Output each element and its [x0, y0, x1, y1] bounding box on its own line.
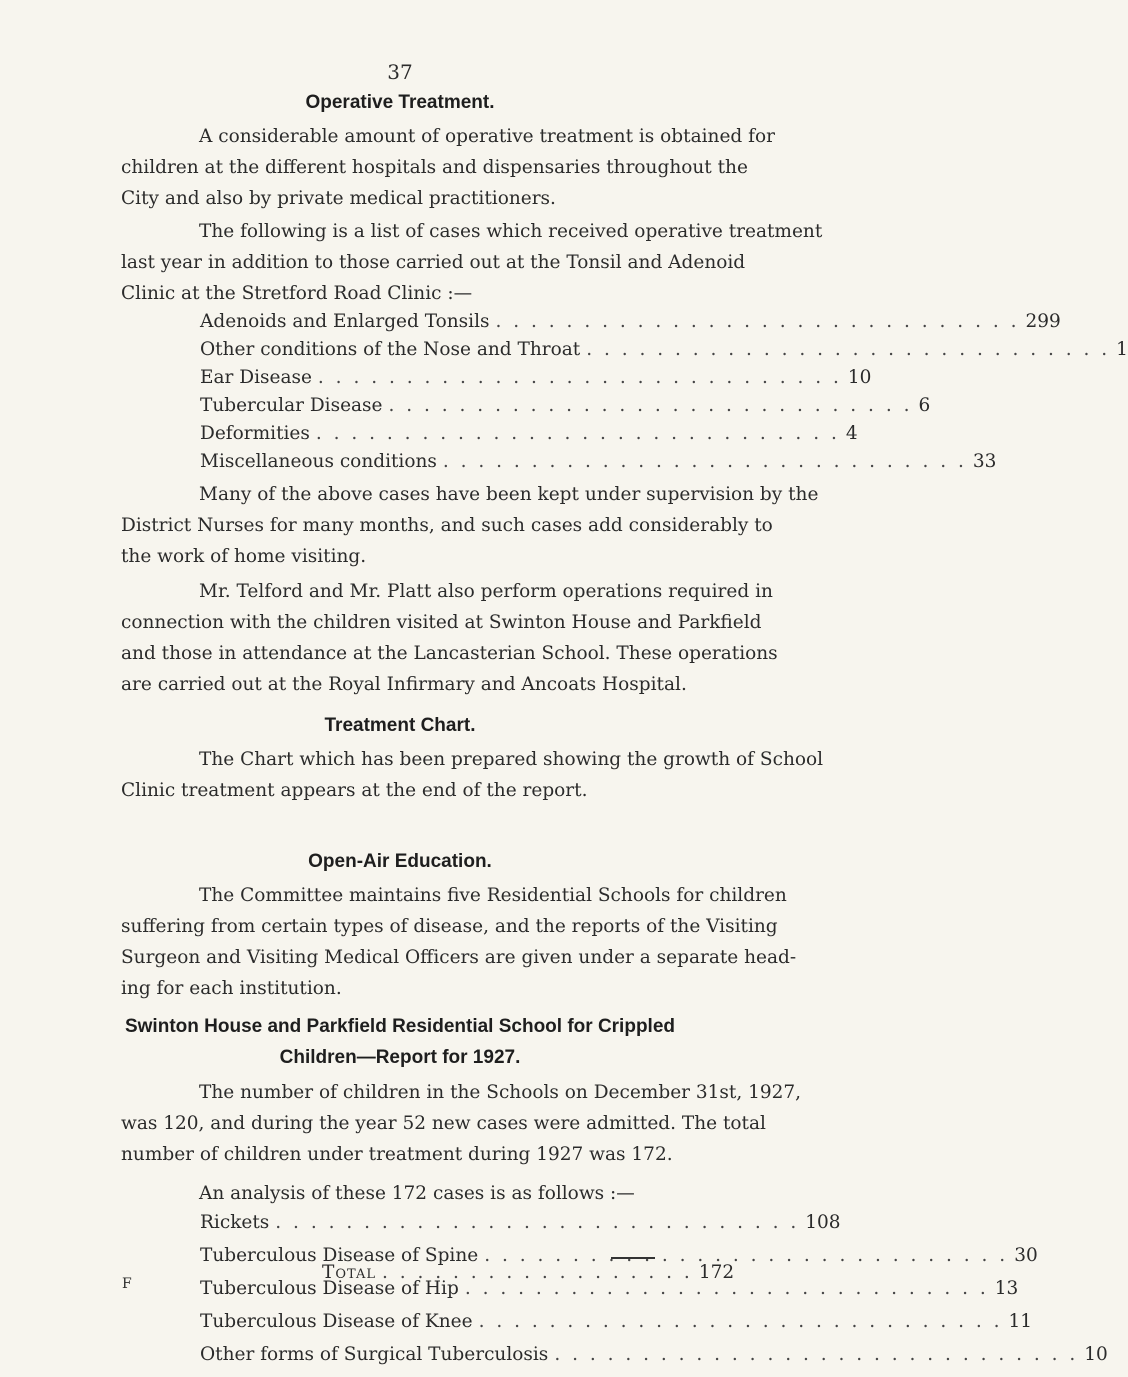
case-count: 10 — [847, 367, 872, 388]
case-count: 4 — [845, 423, 858, 444]
text-line: An analysis of these 172 cases is as follows :— — [199, 1183, 635, 1204]
text-line: Mr. Telford and Mr. Platt also perform operations required in — [199, 581, 773, 602]
dot-leader: . . . . . . . . . . . . . . . . . . . . . . . . . . . . . . — [554, 1344, 1079, 1365]
text-line: and those in attendance at the Lancasterian School. These operations — [121, 643, 778, 664]
list-item — [200, 451, 997, 479]
text-line: The following is a list of cases which received operative treatment — [199, 221, 823, 242]
dot-leader: . . . . . . . . . . . . . . . . . . . . . . . . . . . . . . — [442, 451, 967, 472]
list-item — [200, 367, 872, 395]
heading-open-air-education: Open-Air Education. — [308, 851, 492, 872]
dot-leader: . . . . . . . . . . . . . . . . . . . . . . . . . . . . . . — [464, 1278, 989, 1299]
dot-leader: . . . . . . . . . . . . . . . . . . . . . . . . . . . . . . — [275, 1212, 800, 1233]
total-label: Total — [322, 1262, 376, 1283]
case-label: Tubercular Disease — [200, 395, 383, 416]
paragraph-surgeons — [121, 576, 778, 700]
text-line: suffering from certain types of disease, and the reports of the Visiting — [121, 916, 778, 937]
dot-leader: . . . . . . . . . . . . . . . . . . . . . . . . . . . . . . — [484, 1245, 1009, 1266]
case-label: Rickets — [200, 1212, 270, 1233]
case-count: 10 — [1084, 1344, 1108, 1365]
paragraph-analysis-intro — [121, 1178, 676, 1209]
text-line: are carried out at the Royal Infirmary and Ancoats Hospital. — [121, 674, 687, 695]
case-count: 108 — [805, 1212, 841, 1233]
text-line: was 120, and during the year 52 new cases were admitted. The total — [121, 1113, 766, 1134]
text-line: children at the different hospitals and dispensaries throughout the — [121, 157, 748, 178]
dot-leader: . . . . . . . . . . . . . . . . . . . . . . . . . . . . . . — [388, 395, 913, 416]
case-label: Tuberculous Disease of Hip — [200, 1278, 459, 1299]
list-item — [200, 423, 858, 451]
dot-leader: . . . . . . . . . . . . . . . . . . . . . . . . . . . . . . — [495, 311, 1020, 332]
paragraph-operative-intro — [121, 121, 775, 214]
dot-leader: . . . . . . . . . . . . . . . . . . — [381, 1262, 693, 1283]
dot-leader: . . . . . . . . . . . . . . . . . . . . . . . . . . . . . . — [586, 339, 1111, 360]
case-count: 11 — [1008, 1311, 1033, 1332]
total-row — [322, 1262, 735, 1283]
text-line: Clinic treatment appears at the end of the report. — [121, 780, 588, 801]
case-count: 299 — [1025, 311, 1061, 332]
text-line: Many of the above cases have been kept under supervision by the — [199, 484, 819, 505]
paragraph-operative-list-intro — [121, 216, 823, 309]
heading-swinton-house-line2: Children—Report for 1927. — [279, 1047, 521, 1068]
case-count: 6 — [918, 395, 931, 416]
case-count: 1 — [1116, 339, 1128, 360]
text-line: ing for each institution. — [121, 978, 342, 999]
case-label: Miscellaneous conditions — [200, 451, 437, 472]
text-line: The Chart which has been prepared showing the growth of School — [199, 749, 824, 770]
total-value: 172 — [698, 1262, 735, 1283]
case-count: 33 — [972, 451, 997, 472]
text-line: A considerable amount of operative treatment is obtained for — [199, 126, 775, 147]
list-item — [200, 339, 1128, 367]
case-label: Tuberculous Disease of Knee — [200, 1311, 473, 1332]
case-count: 30 — [1014, 1245, 1038, 1266]
text-line: District Nurses for many months, and such cases add considerably to — [121, 515, 773, 536]
case-count: 13 — [994, 1278, 1019, 1299]
text-line: the work of home visiting. — [121, 546, 367, 567]
heading-treatment-chart: Treatment Chart. — [324, 715, 476, 736]
list-item — [200, 395, 931, 423]
text-line: City and also by private medical practitioners. — [121, 188, 556, 209]
case-label: Deformities — [200, 423, 310, 444]
dot-leader: . . . . . . . . . . . . . . . . . . . . . . . . . . . . . . — [315, 423, 840, 444]
list-item — [200, 1212, 841, 1245]
text-line: The Committee maintains five Residential Schools for children — [199, 885, 787, 906]
dot-leader: . . . . . . . . . . . . . . . . . . . . . . . . . . . . . . — [478, 1311, 1003, 1332]
signature-mark: F — [122, 1276, 132, 1292]
case-label: Other forms of Surgical Tuberculosis — [200, 1344, 549, 1365]
text-line: connection with the children visited at Swinton House and Parkfield — [121, 612, 762, 633]
paragraph-swinton-numbers — [121, 1077, 802, 1170]
text-line: last year in addition to those carried out at the Tonsil and Adenoid — [121, 252, 746, 273]
heading-swinton-house: Swinton House and Parkfield Residential School for Crippled — [124, 1016, 676, 1037]
case-label: Tuberculous Disease of Spine — [200, 1245, 479, 1266]
text-line: Clinic at the Stretford Road Clinic :— — [121, 283, 473, 304]
case-label: Other conditions of the Nose and Throat — [200, 339, 581, 360]
case-label: Adenoids and Enlarged Tonsils — [200, 311, 490, 332]
case-label: Ear Disease — [200, 367, 312, 388]
paragraph-supervision — [121, 479, 819, 572]
total-rule — [611, 1257, 655, 1259]
paragraph-treatment-chart — [121, 744, 824, 806]
page-number: 37 — [387, 60, 413, 84]
list-item — [200, 1344, 1108, 1377]
text-line: The number of children in the Schools on December 31st, 1927, — [199, 1082, 802, 1103]
text-line: Surgeon and Visiting Medical Officers are given under a separate head- — [121, 947, 797, 968]
list-item — [200, 1311, 1033, 1344]
operative-cases-list — [200, 311, 1128, 479]
list-item — [200, 311, 1061, 339]
text-line: number of children under treatment during 1927 was 172. — [121, 1144, 673, 1165]
heading-operative-treatment: Operative Treatment. — [305, 92, 495, 113]
dot-leader: . . . . . . . . . . . . . . . . . . . . . . . . . . . . . . — [317, 367, 842, 388]
paragraph-open-air — [121, 880, 797, 1004]
